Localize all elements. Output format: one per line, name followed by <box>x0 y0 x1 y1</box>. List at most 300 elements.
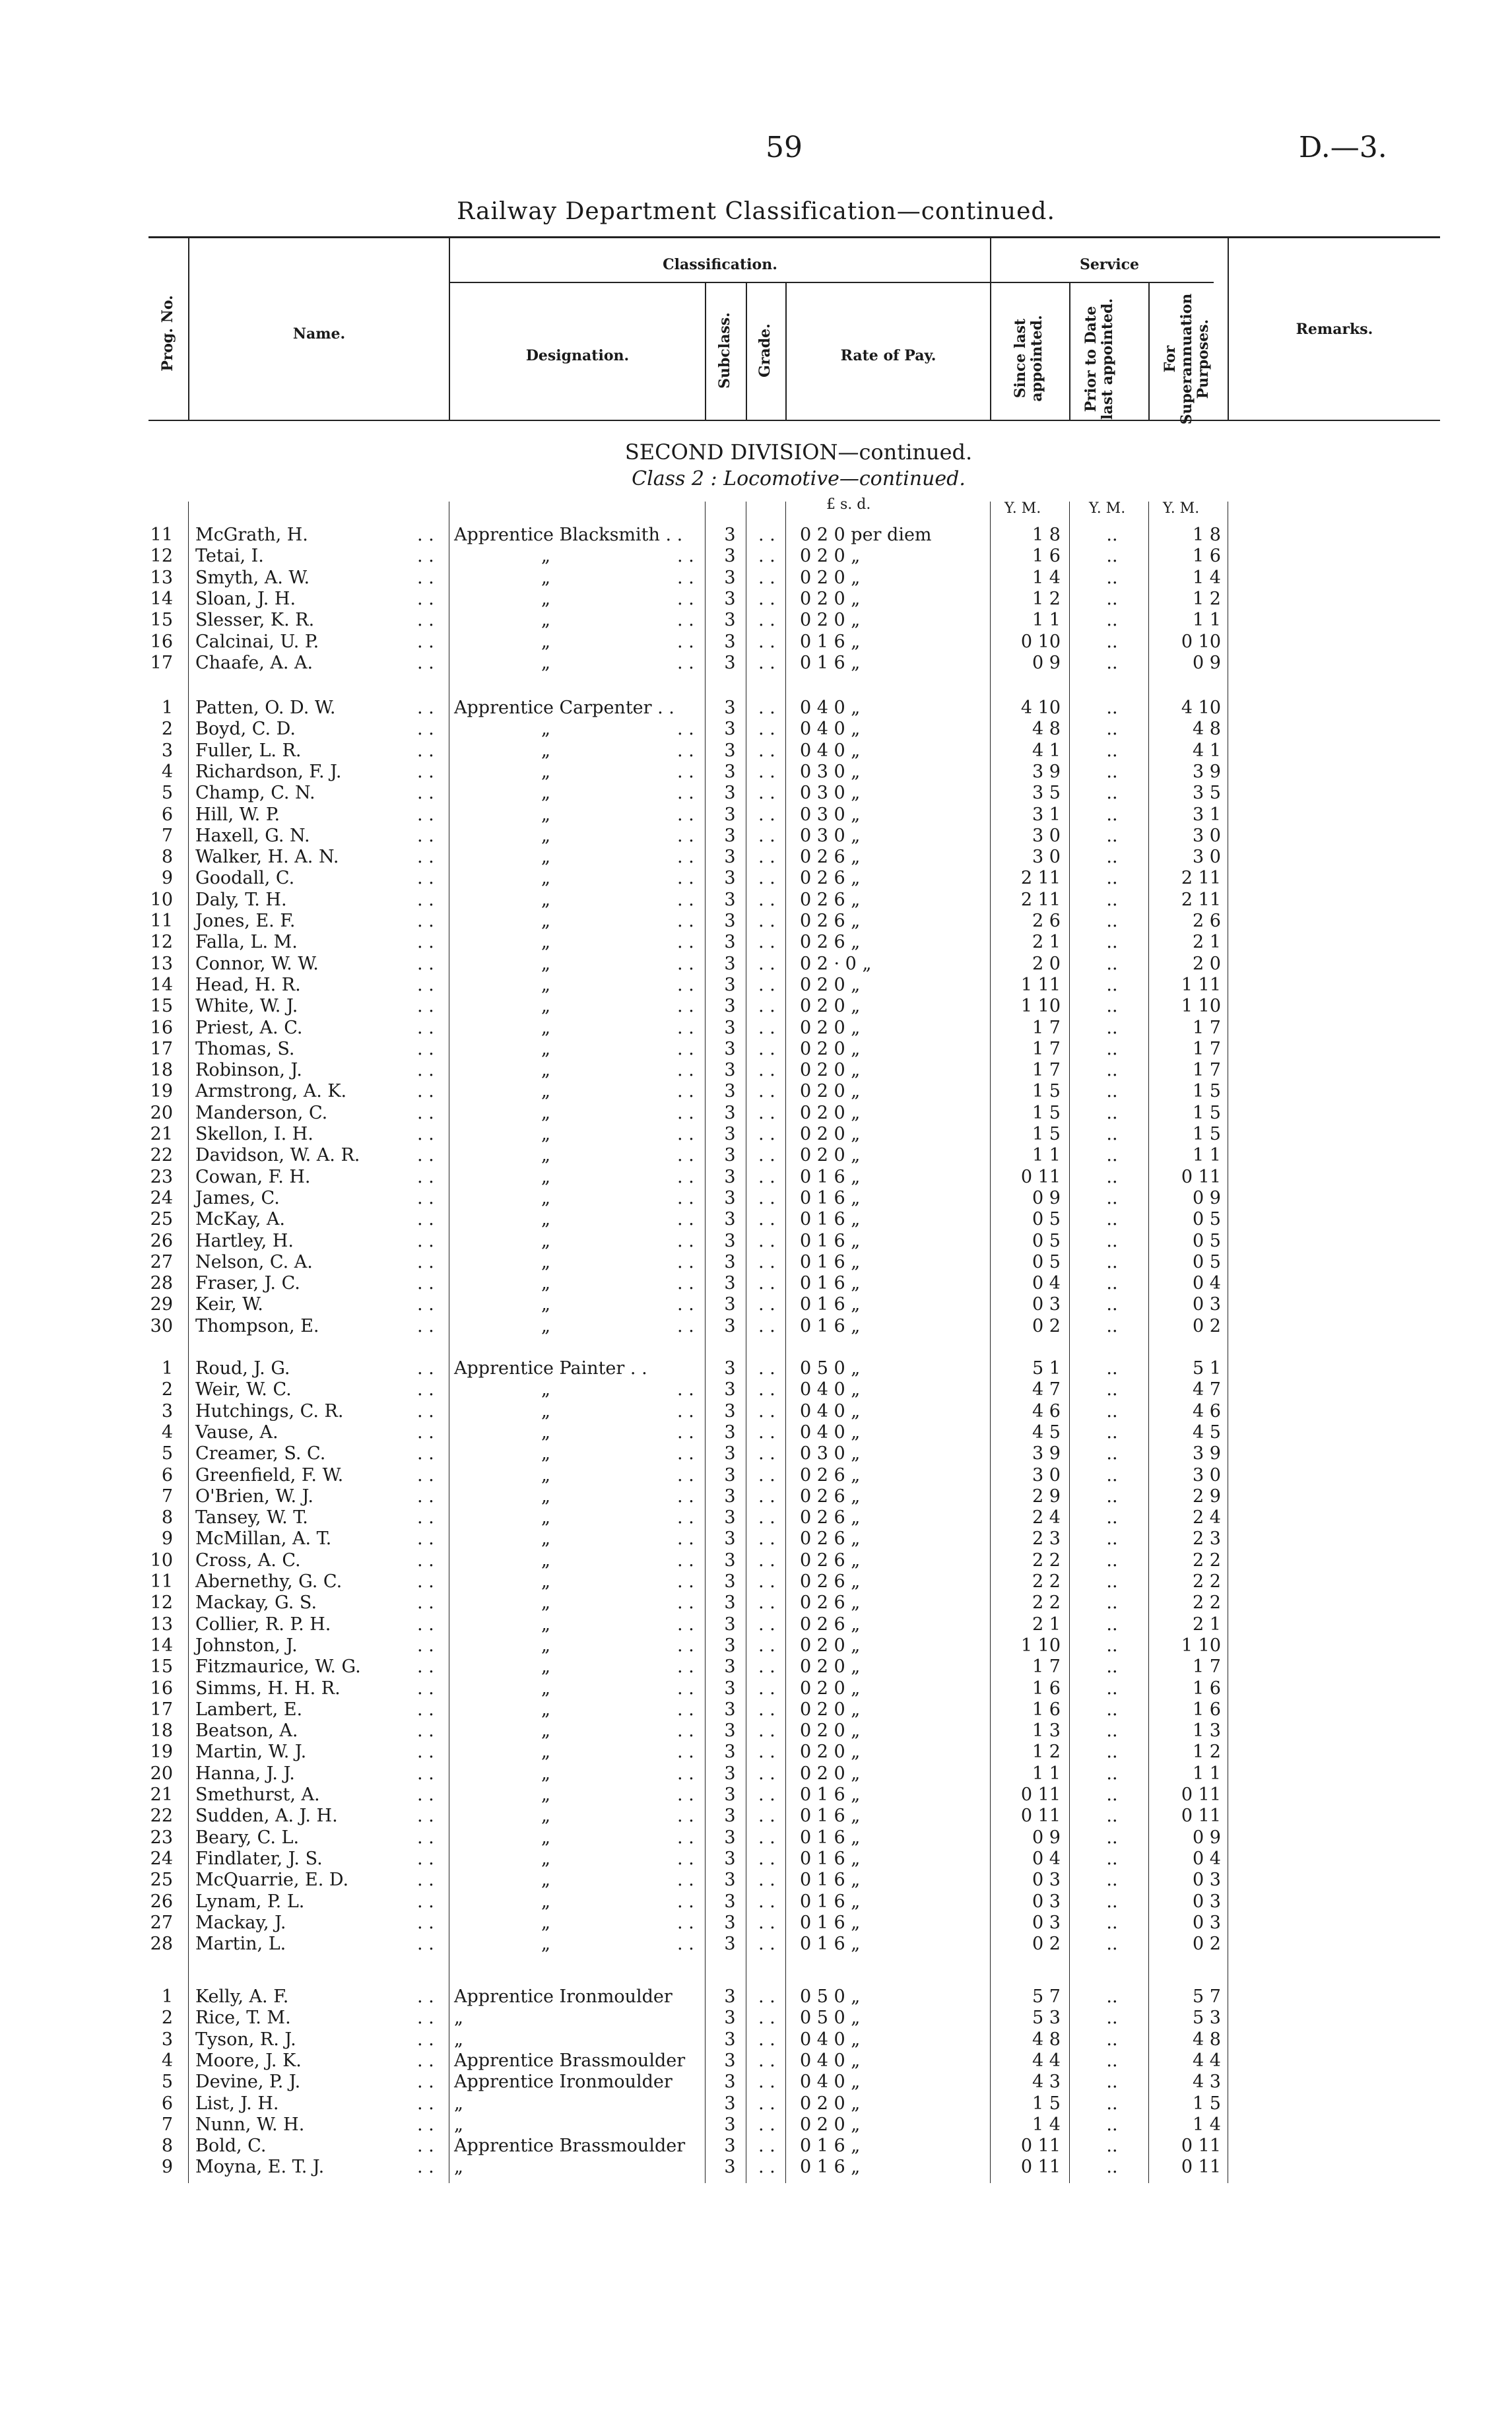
since-last-appointed: 2 11 <box>1020 868 1061 888</box>
rate-of-pay: 0 1 6 „ <box>800 1913 861 1933</box>
leader-dots: . . <box>677 1486 694 1507</box>
designation: „ <box>454 2029 463 2050</box>
prog-no: 25 <box>150 1209 173 1229</box>
rate-of-pay: 0 1 6 „ <box>800 1231 861 1251</box>
rate-of-pay: 0 2 6 „ <box>800 1550 861 1571</box>
ditto-mark: „ <box>541 1614 550 1635</box>
rate-of-pay: 0 1 6 „ <box>800 1870 861 1890</box>
ditto-mark: „ <box>541 1785 550 1805</box>
subclass: 3 <box>724 1401 736 1422</box>
prog-no: 23 <box>150 1167 173 1187</box>
superannuation-service: 1 5 <box>1193 2093 1221 2114</box>
leader-dots: . . <box>417 996 434 1016</box>
since-last-appointed: 1 4 <box>1032 568 1061 588</box>
rate-of-pay: 0 2 0 „ <box>800 1656 861 1677</box>
rate-of-pay: 0 2 0 „ <box>800 1635 861 1656</box>
leader-dots: . . <box>417 653 434 673</box>
classification-header: Classification. <box>663 256 777 273</box>
prior-to-date: .. <box>1106 1870 1118 1890</box>
superannuation-service: 0 5 <box>1193 1231 1221 1251</box>
since-last-appointed: 1 5 <box>1032 1081 1061 1101</box>
employee-name: Patten, O. D. W. <box>195 698 336 718</box>
leader-dots: . . <box>417 2072 434 2092</box>
prog-no-header: Prog. No. <box>159 295 176 372</box>
employee-name: Mackay, J. <box>195 1913 286 1933</box>
leader-dots: . . <box>677 632 694 652</box>
prior-to-date: .. <box>1106 954 1118 974</box>
employee-name: Davidson, W. A. R. <box>195 1145 360 1165</box>
since-last-appointed: 0 3 <box>1032 1870 1061 1890</box>
prior-to-date: .. <box>1106 1145 1118 1165</box>
grade: . . <box>758 1316 775 1336</box>
subclass: 3 <box>724 2008 736 2028</box>
rate-of-pay: 0 3 0 „ <box>800 1443 861 1464</box>
ditto-mark: „ <box>541 1827 550 1848</box>
employee-name: Devine, P. J. <box>195 2072 301 2092</box>
leader-dots: . . <box>677 804 694 825</box>
rate-of-pay: 0 2 6 „ <box>800 1614 861 1635</box>
prog-no: 26 <box>150 1231 173 1251</box>
leader-dots: . . <box>677 1039 694 1059</box>
prior-to-date: .. <box>1106 1592 1118 1613</box>
since-last-appointed: 0 9 <box>1032 1188 1061 1208</box>
employee-name: Weir, W. C. <box>195 1379 292 1400</box>
rate-of-pay: 0 2 6 „ <box>800 868 861 888</box>
superannuation-service: 2 9 <box>1193 1486 1221 1507</box>
subclass: 3 <box>724 1294 736 1315</box>
employee-name: Fuller, L. R. <box>195 740 302 761</box>
rate-of-pay: 0 2 0 „ <box>800 610 861 630</box>
ditto-mark: „ <box>541 1316 550 1336</box>
ditto-mark: „ <box>541 1592 550 1613</box>
subclass: 3 <box>724 2072 736 2092</box>
superannuation-service: 3 5 <box>1193 783 1221 803</box>
rate-of-pay: 0 1 6 „ <box>800 1891 861 1912</box>
leader-dots: . . <box>417 975 434 995</box>
leader-dots: . . <box>417 1252 434 1272</box>
subclass: 3 <box>724 1550 736 1571</box>
superannuation-service: 4 4 <box>1193 2050 1221 2071</box>
employee-name: Richardson, F. J. <box>195 762 342 782</box>
grade: . . <box>758 653 775 673</box>
employee-name: Collier, R. P. H. <box>195 1614 331 1635</box>
leader-dots: . . <box>417 1913 434 1933</box>
subclass: 3 <box>724 1806 736 1826</box>
leader-dots: . . <box>677 568 694 588</box>
since-last-appointed: 1 7 <box>1032 1060 1061 1080</box>
ditto-mark: „ <box>541 1550 550 1571</box>
rate-of-pay: 0 1 6 „ <box>800 1827 861 1848</box>
leader-dots: . . <box>677 1806 694 1826</box>
since-last-appointed: 1 8 <box>1032 525 1061 545</box>
since-last-appointed: 1 3 <box>1032 1720 1061 1741</box>
page-title: Railway Department Classification—continued. <box>457 198 1055 225</box>
prior-to-date: .. <box>1106 1167 1118 1187</box>
prior-to-date: .. <box>1106 1849 1118 1869</box>
leader-dots: . . <box>417 1699 434 1720</box>
leader-dots: . . <box>677 1870 694 1890</box>
leader-dots: . . <box>677 1827 694 1848</box>
subclass: 3 <box>724 1422 736 1443</box>
body-divider <box>705 502 706 2183</box>
superannuation-service: 2 11 <box>1181 868 1221 888</box>
leader-dots: . . <box>677 1592 694 1613</box>
ditto-mark: „ <box>541 1571 550 1592</box>
since-last-appointed: 1 5 <box>1032 2093 1061 2114</box>
superannuation-service: 1 1 <box>1193 1145 1221 1165</box>
prog-no: 16 <box>150 632 173 652</box>
rate-of-pay: 0 2 0 „ <box>800 2114 861 2135</box>
leader-dots: . . <box>417 1528 434 1549</box>
employee-name: Lynam, P. L. <box>195 1891 305 1912</box>
prior-to-date: .. <box>1106 2008 1118 2028</box>
since-last-appointed: 3 5 <box>1032 783 1061 803</box>
prior-to-date: .. <box>1106 1507 1118 1528</box>
employee-name: Abernethy, G. C. <box>195 1571 343 1592</box>
prior-to-date: .. <box>1106 1124 1118 1144</box>
leader-dots: . . <box>677 1528 694 1549</box>
prior-to-date: .. <box>1106 2050 1118 2071</box>
grade: . . <box>758 868 775 888</box>
leader-dots: . . <box>417 568 434 588</box>
since-units: Y. M. <box>1004 500 1041 517</box>
leader-dots: . . <box>417 1934 434 1954</box>
employee-name: Hartley, H. <box>195 1231 294 1251</box>
employee-name: Armstrong, A. K. <box>195 1081 347 1101</box>
leader-dots: . . <box>677 847 694 867</box>
grade: . . <box>758 1806 775 1826</box>
rate-of-pay: 0 4 0 „ <box>800 1401 861 1422</box>
leader-dots: . . <box>677 1273 694 1294</box>
grade: . . <box>758 1209 775 1229</box>
since-last-appointed: 2 2 <box>1032 1550 1061 1571</box>
prior-to-date: .. <box>1106 1081 1118 1101</box>
rate-of-pay: 0 2 0 „ <box>800 1039 861 1059</box>
superannuation-service: 1 8 <box>1193 525 1221 545</box>
ditto-mark: „ <box>541 1039 550 1059</box>
prog-no: 15 <box>150 1656 173 1677</box>
subclass: 3 <box>724 1443 736 1464</box>
employee-name: White, W. J. <box>195 996 298 1016</box>
prior-to-date: .. <box>1106 610 1118 630</box>
subclass: 3 <box>724 975 736 995</box>
leader-dots: . . <box>677 653 694 673</box>
employee-name: James, C. <box>195 1188 280 1208</box>
body-divider <box>990 502 991 2183</box>
employee-name: Skellon, I. H. <box>195 1124 313 1144</box>
superannuation-service: 1 6 <box>1193 1699 1221 1720</box>
grade: . . <box>758 1913 775 1933</box>
superannuation-service: 3 9 <box>1193 762 1221 782</box>
employee-name: List, J. H. <box>195 2093 279 2114</box>
since-last-appointed: 1 2 <box>1032 589 1061 609</box>
subclass: 3 <box>724 1081 736 1101</box>
subclass: 3 <box>724 1592 736 1613</box>
ditto-mark: „ <box>541 783 550 803</box>
superannuation-service: 2 4 <box>1193 1507 1221 1528</box>
leader-dots: . . <box>677 1124 694 1144</box>
subclass: 3 <box>724 1528 736 1549</box>
subclass: 3 <box>724 1103 736 1123</box>
leader-dots: . . <box>677 1699 694 1720</box>
since-last-appointed: 4 4 <box>1032 2050 1061 2071</box>
grade: . . <box>758 826 775 846</box>
grade: . . <box>758 2093 775 2114</box>
prior-to-date: .. <box>1106 975 1118 995</box>
grade: . . <box>758 1060 775 1080</box>
since-last-appointed: 1 10 <box>1020 1635 1061 1656</box>
leader-dots: . . <box>417 1294 434 1315</box>
designation: „ <box>454 2008 463 2028</box>
prog-no: 28 <box>150 1273 173 1294</box>
leader-dots: . . <box>417 1358 434 1379</box>
leader-dots: . . <box>417 1870 434 1890</box>
leader-dots: . . <box>677 1422 694 1443</box>
grade: . . <box>758 568 775 588</box>
rate-of-pay: 0 3 0 „ <box>800 804 861 825</box>
leader-dots: . . <box>677 1785 694 1805</box>
superannuation-service: 1 11 <box>1181 975 1221 995</box>
employee-name: Moyna, E. T. J. <box>195 2157 325 2177</box>
leader-dots: . . <box>417 2157 434 2177</box>
prog-no: 14 <box>150 975 173 995</box>
leader-dots: . . <box>677 932 694 952</box>
subclass: 3 <box>724 783 736 803</box>
employee-name: McKay, A. <box>195 1209 285 1229</box>
grade: . . <box>758 1571 775 1592</box>
superannuation-service: 3 9 <box>1193 1443 1221 1464</box>
rate-of-pay: 0 1 6 „ <box>800 1188 861 1208</box>
employee-name: Tetai, I. <box>195 546 264 566</box>
subclass: 3 <box>724 2114 736 2135</box>
leader-dots: . . <box>677 610 694 630</box>
section-subtitle: Class 2 : Locomotive—continued. <box>632 467 966 490</box>
prog-no: 13 <box>150 954 173 974</box>
employee-name: Tansey, W. T. <box>195 1507 308 1528</box>
employee-name: O'Brien, W. J. <box>195 1486 313 1507</box>
leader-dots: . . <box>677 1209 694 1229</box>
grade: . . <box>758 1720 775 1741</box>
prior-to-date: .. <box>1106 1231 1118 1251</box>
superannuation-service: 1 3 <box>1193 1720 1221 1741</box>
grade: . . <box>758 1635 775 1656</box>
superannuation-service: 4 10 <box>1181 698 1221 718</box>
prog-no: 16 <box>150 1678 173 1699</box>
prog-no: 18 <box>150 1060 173 1080</box>
leader-dots: . . <box>417 847 434 867</box>
superannuation-service: 2 11 <box>1181 890 1221 910</box>
prog-no: 28 <box>150 1934 173 1954</box>
subclass: 3 <box>724 1167 736 1187</box>
prog-no: 4 <box>161 762 173 782</box>
ditto-mark: „ <box>541 589 550 609</box>
leader-dots: . . <box>417 1678 434 1699</box>
designation: „ <box>454 2114 463 2135</box>
grade: . . <box>758 996 775 1016</box>
subclass: 3 <box>724 1252 736 1272</box>
employee-name: Daly, T. H. <box>195 890 287 910</box>
subclass: 3 <box>724 698 736 718</box>
grade: . . <box>758 890 775 910</box>
since-last-appointed: 1 5 <box>1032 1124 1061 1144</box>
prior-to-date: .. <box>1106 1018 1118 1038</box>
col-divider <box>746 283 747 420</box>
superannuation-service: 2 1 <box>1193 932 1221 952</box>
grade: . . <box>758 1785 775 1805</box>
prog-no: 21 <box>150 1785 173 1805</box>
rate-of-pay: 0 2 0 „ <box>800 1018 861 1038</box>
since-last-appointed: 1 2 <box>1032 1742 1061 1762</box>
prog-no: 4 <box>161 2050 173 2071</box>
leader-dots: . . <box>677 1060 694 1080</box>
leader-dots: . . <box>417 1614 434 1635</box>
prior-to-date: .. <box>1106 1550 1118 1571</box>
ditto-mark: „ <box>541 1103 550 1123</box>
since-last-appointed: 4 3 <box>1032 2072 1061 2092</box>
prior-to-date: .. <box>1106 1294 1118 1315</box>
ditto-mark: „ <box>541 1913 550 1933</box>
prog-no: 13 <box>150 568 173 588</box>
rate-of-pay: 0 2 0 „ <box>800 1081 861 1101</box>
grade: . . <box>758 804 775 825</box>
since-last-appointed: 1 7 <box>1032 1039 1061 1059</box>
leader-dots: . . <box>417 2008 434 2028</box>
subclass: 3 <box>724 1614 736 1635</box>
subclass: 3 <box>724 1656 736 1677</box>
leader-dots: . . <box>417 525 434 545</box>
employee-name: Kelly, A. F. <box>195 1986 289 2007</box>
leader-dots: . . <box>677 1252 694 1272</box>
superannuation-service: 1 7 <box>1193 1018 1221 1038</box>
employee-name: Sudden, A. J. H. <box>195 1806 338 1826</box>
designation: Apprentice Carpenter . . <box>454 698 674 718</box>
prior-to-date: .. <box>1106 698 1118 718</box>
prog-no: 9 <box>161 868 173 888</box>
rate-of-pay: 0 2 0 „ <box>800 1124 861 1144</box>
prog-no: 12 <box>150 1592 173 1613</box>
rate-of-pay: 0 2 6 „ <box>800 847 861 867</box>
prog-no: 10 <box>150 1550 173 1571</box>
prog-no: 1 <box>161 1358 173 1379</box>
prior-to-date: .. <box>1106 1039 1118 1059</box>
prior-to-date: .. <box>1106 1465 1118 1486</box>
employee-name: Greenfield, F. W. <box>195 1465 344 1486</box>
document-reference: D.—3. <box>1299 131 1387 164</box>
subclass: 3 <box>724 1986 736 2007</box>
leader-dots: . . <box>677 1635 694 1656</box>
designation: Apprentice Blacksmith . . <box>454 525 683 545</box>
section-title: SECOND DIVISION—continued. <box>624 440 973 465</box>
superannuation-header: For Superannuation Purposes. <box>1162 293 1212 425</box>
rate-of-pay: 0 2 0 „ <box>800 568 861 588</box>
leader-dots: . . <box>677 911 694 931</box>
prior-to-date: .. <box>1106 1913 1118 1933</box>
employee-name: Martin, L. <box>195 1934 286 1954</box>
leader-dots: . . <box>677 826 694 846</box>
rate-of-pay: 0 1 6 „ <box>800 2157 861 2177</box>
since-last-appointed: 5 1 <box>1032 1358 1061 1379</box>
since-last-appointed: 0 11 <box>1020 2136 1061 2156</box>
grade: . . <box>758 1167 775 1187</box>
subclass: 3 <box>724 2157 736 2177</box>
since-last-appointed: 5 3 <box>1032 2008 1061 2028</box>
designation: Apprentice Ironmoulder <box>454 2072 673 2092</box>
employee-name: Beary, C. L. <box>195 1827 300 1848</box>
subclass: 3 <box>724 762 736 782</box>
subclass: 3 <box>724 1891 736 1912</box>
grade: . . <box>758 1188 775 1208</box>
prior-to-date: .. <box>1106 740 1118 761</box>
since-last-appointed: 1 11 <box>1020 975 1061 995</box>
prior-to-date: .. <box>1106 804 1118 825</box>
prog-no: 17 <box>150 1699 173 1720</box>
grade: . . <box>758 1465 775 1486</box>
rate-of-pay: 0 1 6 „ <box>800 1294 861 1315</box>
designation: Apprentice Brassmoulder <box>454 2050 686 2071</box>
ditto-mark: „ <box>541 610 550 630</box>
employee-name: Fraser, J. C. <box>195 1273 300 1294</box>
prog-no: 11 <box>150 911 173 931</box>
subclass: 3 <box>724 911 736 931</box>
rate-of-pay: 0 1 6 „ <box>800 1849 861 1869</box>
prior-to-date: .. <box>1106 868 1118 888</box>
rate-of-pay: 0 1 6 „ <box>800 1209 861 1229</box>
prior-to-date: .. <box>1106 911 1118 931</box>
grade-header: Grade. <box>756 323 773 377</box>
prior-to-date: .. <box>1106 847 1118 867</box>
superannuation-service: 0 3 <box>1193 1891 1221 1912</box>
superannuation-service: 1 2 <box>1193 589 1221 609</box>
prior-to-date: .. <box>1106 2136 1118 2156</box>
since-last-appointed: 5 7 <box>1032 1986 1061 2007</box>
subclass: 3 <box>724 2136 736 2156</box>
designation: „ <box>454 2093 463 2114</box>
leader-dots: . . <box>417 1443 434 1464</box>
prog-no: 8 <box>161 1507 173 1528</box>
prior-to-date: .. <box>1106 1358 1118 1379</box>
superannuation-service: 4 6 <box>1193 1401 1221 1422</box>
grade: . . <box>758 1358 775 1379</box>
rate-of-pay: 0 1 6 „ <box>800 1252 861 1272</box>
prior-to-date: .. <box>1106 1273 1118 1294</box>
leader-dots: . . <box>417 890 434 910</box>
since-last-appointed: 2 3 <box>1032 1528 1061 1549</box>
rate-of-pay: 0 2 0 „ <box>800 1720 861 1741</box>
leader-dots: . . <box>417 2050 434 2071</box>
superannuation-service: 1 1 <box>1193 610 1221 630</box>
superannuation-service: 0 3 <box>1193 1913 1221 1933</box>
grade: . . <box>758 1273 775 1294</box>
leader-dots: . . <box>677 954 694 974</box>
prog-no: 12 <box>150 546 173 566</box>
prior-to-date: .. <box>1106 2114 1118 2135</box>
prog-no: 26 <box>150 1891 173 1912</box>
ditto-mark: „ <box>541 740 550 761</box>
leader-dots: . . <box>417 1401 434 1422</box>
grade: . . <box>758 740 775 761</box>
superannuation-service: 3 0 <box>1193 847 1221 867</box>
grade: . . <box>758 1934 775 1954</box>
ditto-mark: „ <box>541 975 550 995</box>
prior-to-date: .. <box>1106 2157 1118 2177</box>
leader-dots: . . <box>417 1465 434 1486</box>
subclass: 3 <box>724 610 736 630</box>
employee-name: Falla, L. M. <box>195 932 298 952</box>
subclass: 3 <box>724 847 736 867</box>
employee-name: Hill, W. P. <box>195 804 280 825</box>
prior-to-date: .. <box>1106 1635 1118 1656</box>
employee-name: Thomas, S. <box>195 1039 295 1059</box>
